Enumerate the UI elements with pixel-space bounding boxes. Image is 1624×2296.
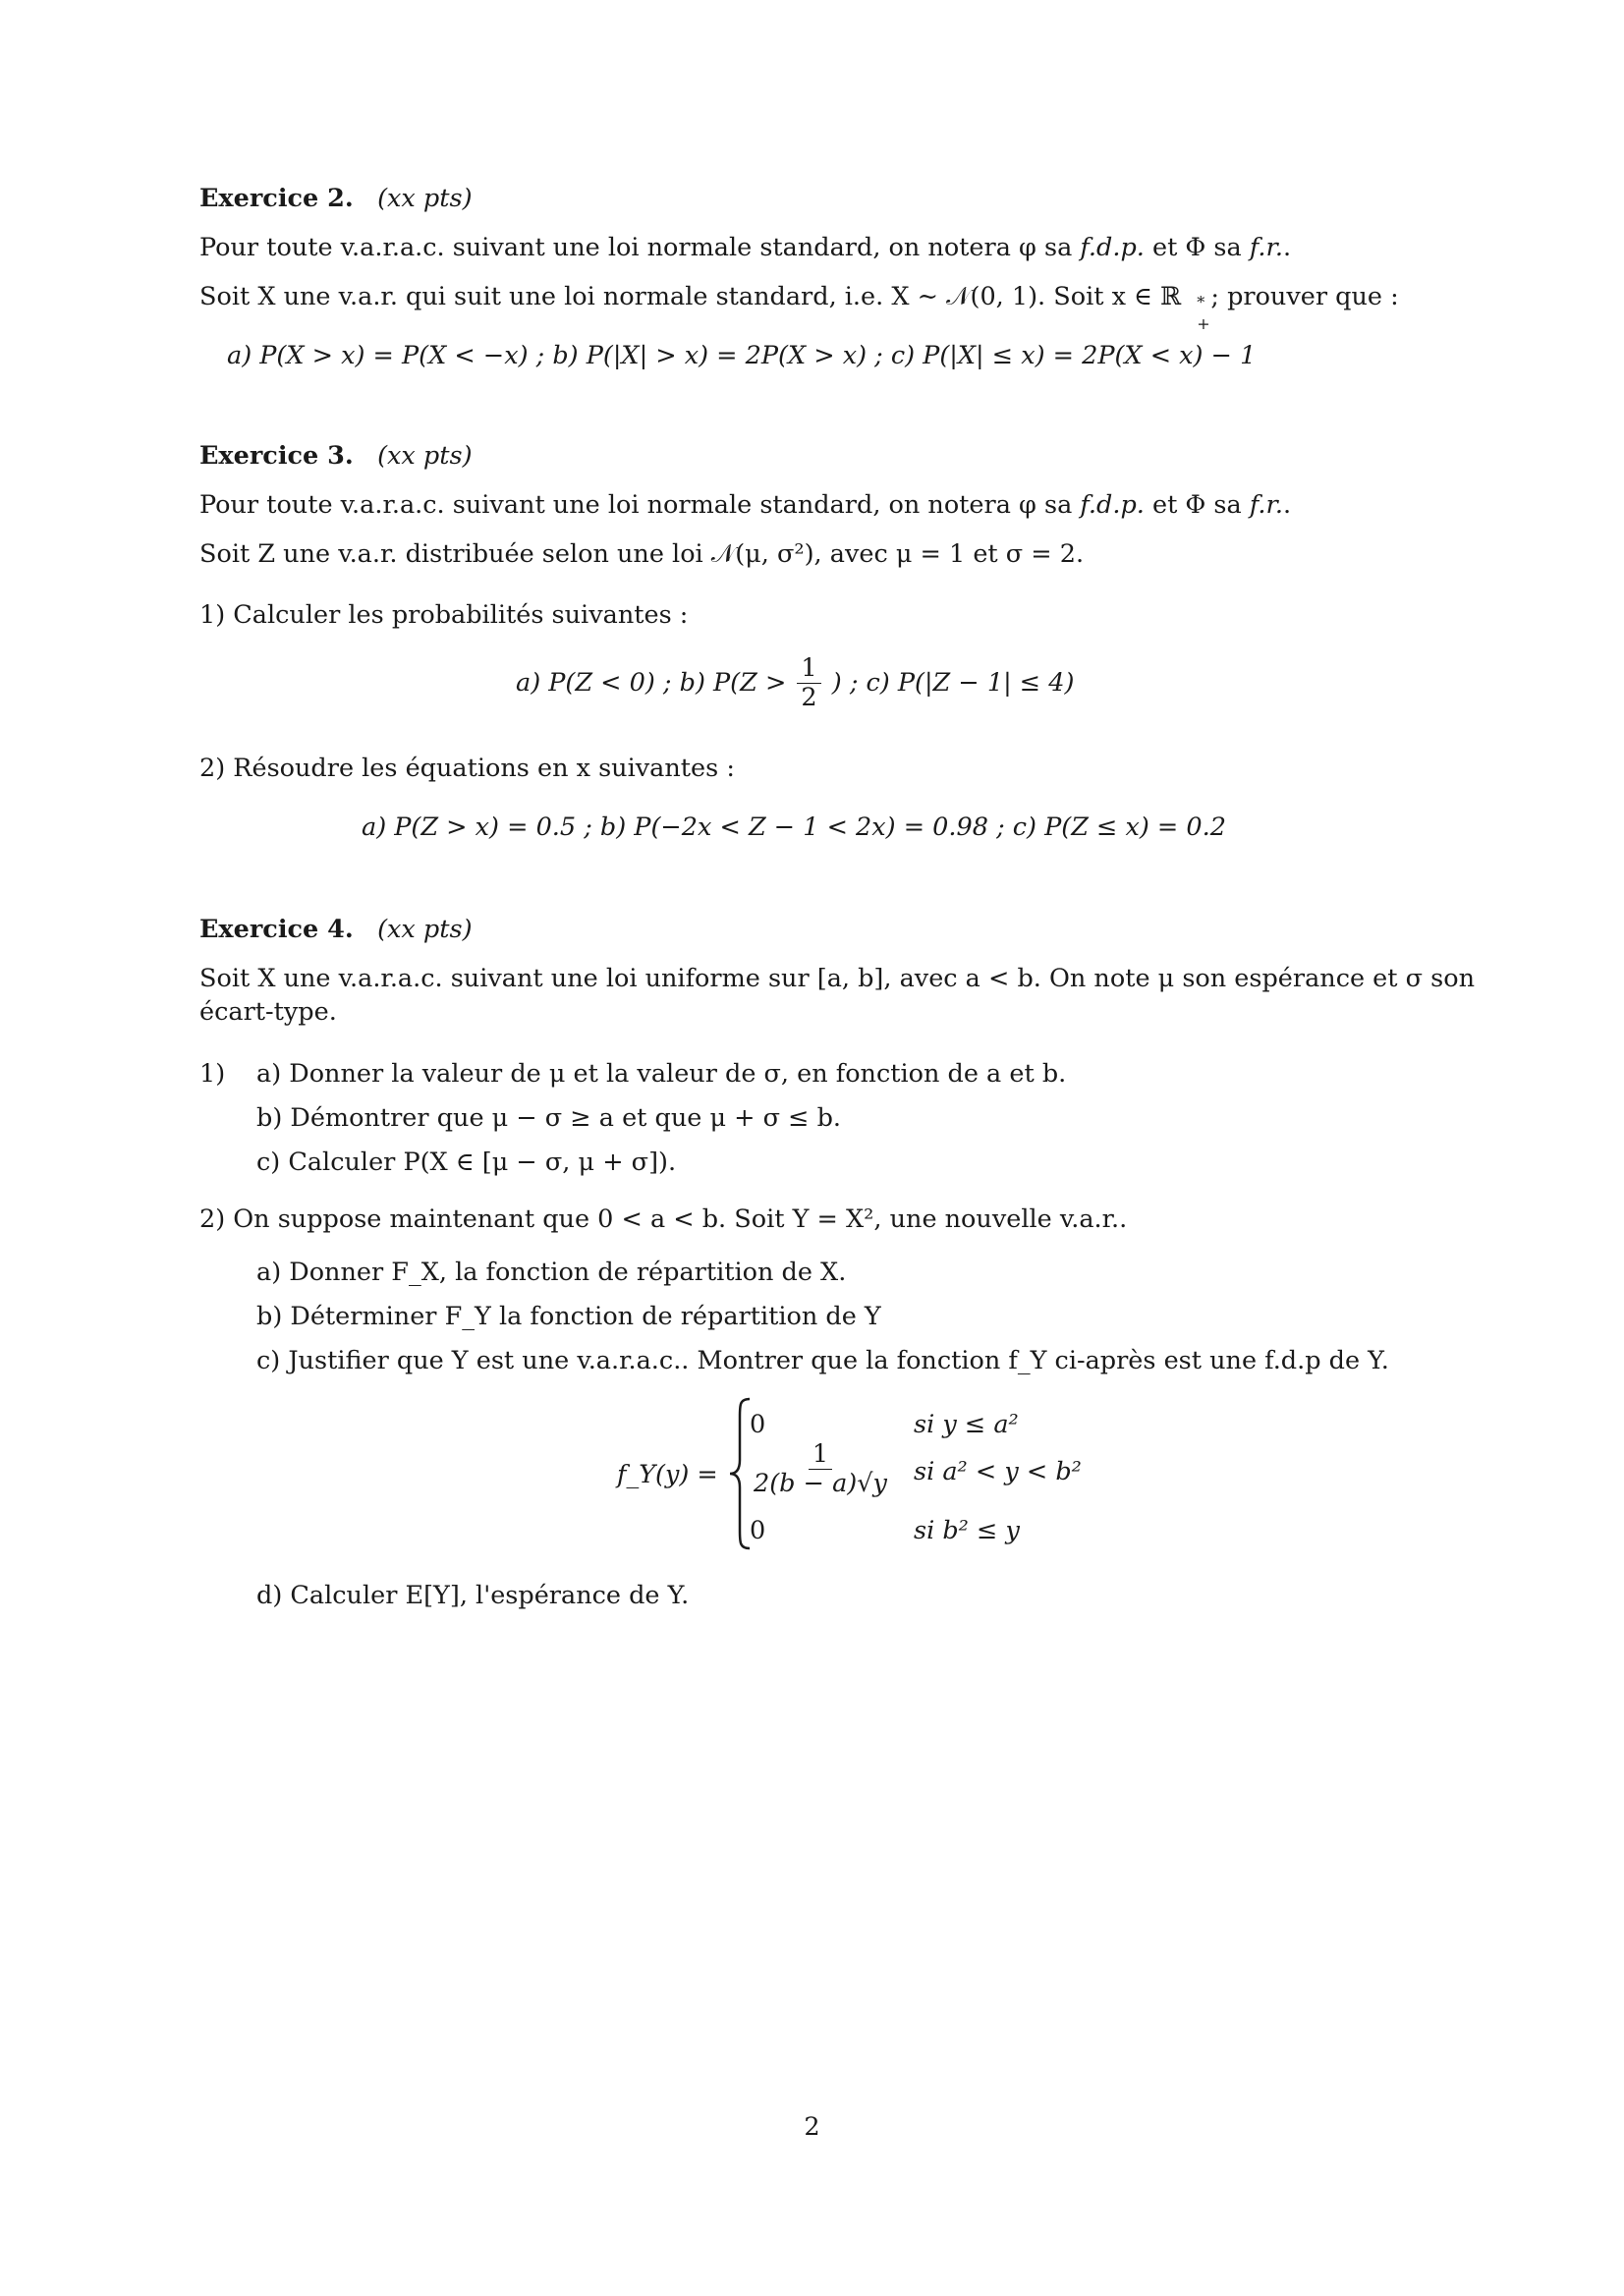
exercise-4-question-2: 2) On suppose maintenant que 0 < a < b. Soit Y = X², une nouvelle v.a.r.. (199, 1204, 1128, 1234)
exercise-4-title: Exercice 4. (199, 915, 354, 944)
exercise-2-statement: Soit X une v.a.r. qui suit une loi normale standard, i.e. X ∼ 𝒩(0, 1). Soit x ∈ ℝ * + ; prouver que : (199, 282, 1399, 333)
exercise-3-title: Exercice 3. (199, 441, 354, 471)
case-3-value: 0 (750, 1516, 766, 1545)
exercise-3-intro: Pour toute v.a.r.a.c. suivant une loi normale standard, on notera φ sa f.d.p. et Φ sa f.r.. (199, 490, 1292, 520)
case-3-condition: si b² ≤ y (914, 1516, 1020, 1545)
exercise-2-points: (xx pts) (377, 184, 473, 213)
exercise-2-equations: a) P(X > x) = P(X < −x) ; b) P(|X| > x) = 2P(X > x) ; c) P(|X| ≤ x) = 2P(X < x) − 1 (227, 341, 1257, 370)
fraction-one-half: $\frac{1}{2}$ (797, 654, 820, 713)
piecewise-lhs: f_Y(y) = (617, 1460, 718, 1489)
exercise-4-question-2c: c) Justifier que Y est une v.a.r.a.c.. Montrer que la fonction f_Y ci-après est une f.d.p de Y. (256, 1346, 1389, 1375)
exercise-4-statement-line-1: Soit X une v.a.r.a.c. suivant une loi uniforme sur [a, b], avec a < b. On note μ son espérance et σ son (199, 964, 1475, 993)
exercise-4-question-1b: b) Démontrer que μ − σ ≥ a et que μ + σ ≤ b. (256, 1103, 842, 1133)
case-2-fraction: $\frac{1}{2(b - a)√y}$ (754, 1439, 887, 1499)
exercise-3-heading (199, 441, 473, 471)
exercise-4-heading (199, 915, 473, 944)
exercise-4-question-1c: c) Calculer P(X ∈ [μ − σ, μ + σ]). (256, 1148, 677, 1177)
exercise-4-question-1-number: 1) (199, 1059, 226, 1089)
exercise-3-question-1-equations: a) P(Z < 0) ; b) P(Z > $\frac{1}{2}$ ) ; c) P(|Z − 1| ≤ 4) (516, 653, 1075, 713)
exercise-2-heading (199, 184, 473, 213)
exercise-4-question-2b: b) Déterminer F_Y la fonction de répartition de Y (256, 1302, 881, 1331)
exercise-4-question-2d: d) Calculer E[Y], l'espérance de Y. (256, 1581, 690, 1610)
exercise-3-question-2-equations: a) P(Z > x) = 0.5 ; b) P(−2x < Z − 1 < 2x) = 0.98 ; c) P(Z ≤ x) = 0.2 (362, 812, 1226, 842)
exercise-4-question-2a: a) Donner F_X, la fonction de répartition de X. (256, 1258, 847, 1287)
exercise-3-points: (xx pts) (377, 441, 473, 471)
exercise-3-question-1: 1) Calculer les probabilités suivantes : (199, 600, 689, 630)
exercise-4-statement-line-2: écart-type. (199, 997, 337, 1027)
exercise-2-title: Exercice 2. (199, 184, 354, 213)
case-2-condition: si a² < y < b² (914, 1457, 1082, 1486)
exercise-4-points: (xx pts) (377, 915, 473, 944)
case-1-value: 0 (750, 1410, 766, 1439)
case-2-value (750, 1440, 891, 1499)
page-number: 2 (804, 2112, 820, 2142)
exercise-3-question-2: 2) Résoudre les équations en x suivantes : (199, 754, 735, 783)
exercise-4-question-1a: a) Donner la valeur de μ et la valeur de σ, en fonction de a et b. (256, 1059, 1067, 1089)
exercise-3-statement: Soit Z une v.a.r. distribuée selon une loi 𝒩(μ, σ²), avec μ = 1 et σ = 2. (199, 539, 1085, 569)
exercise-2-intro: Pour toute v.a.r.a.c. suivant une loi normale standard, on notera φ sa f.d.p. et Φ sa f.r.. (199, 233, 1292, 262)
case-1-condition: si y ≤ a² (914, 1410, 1019, 1439)
